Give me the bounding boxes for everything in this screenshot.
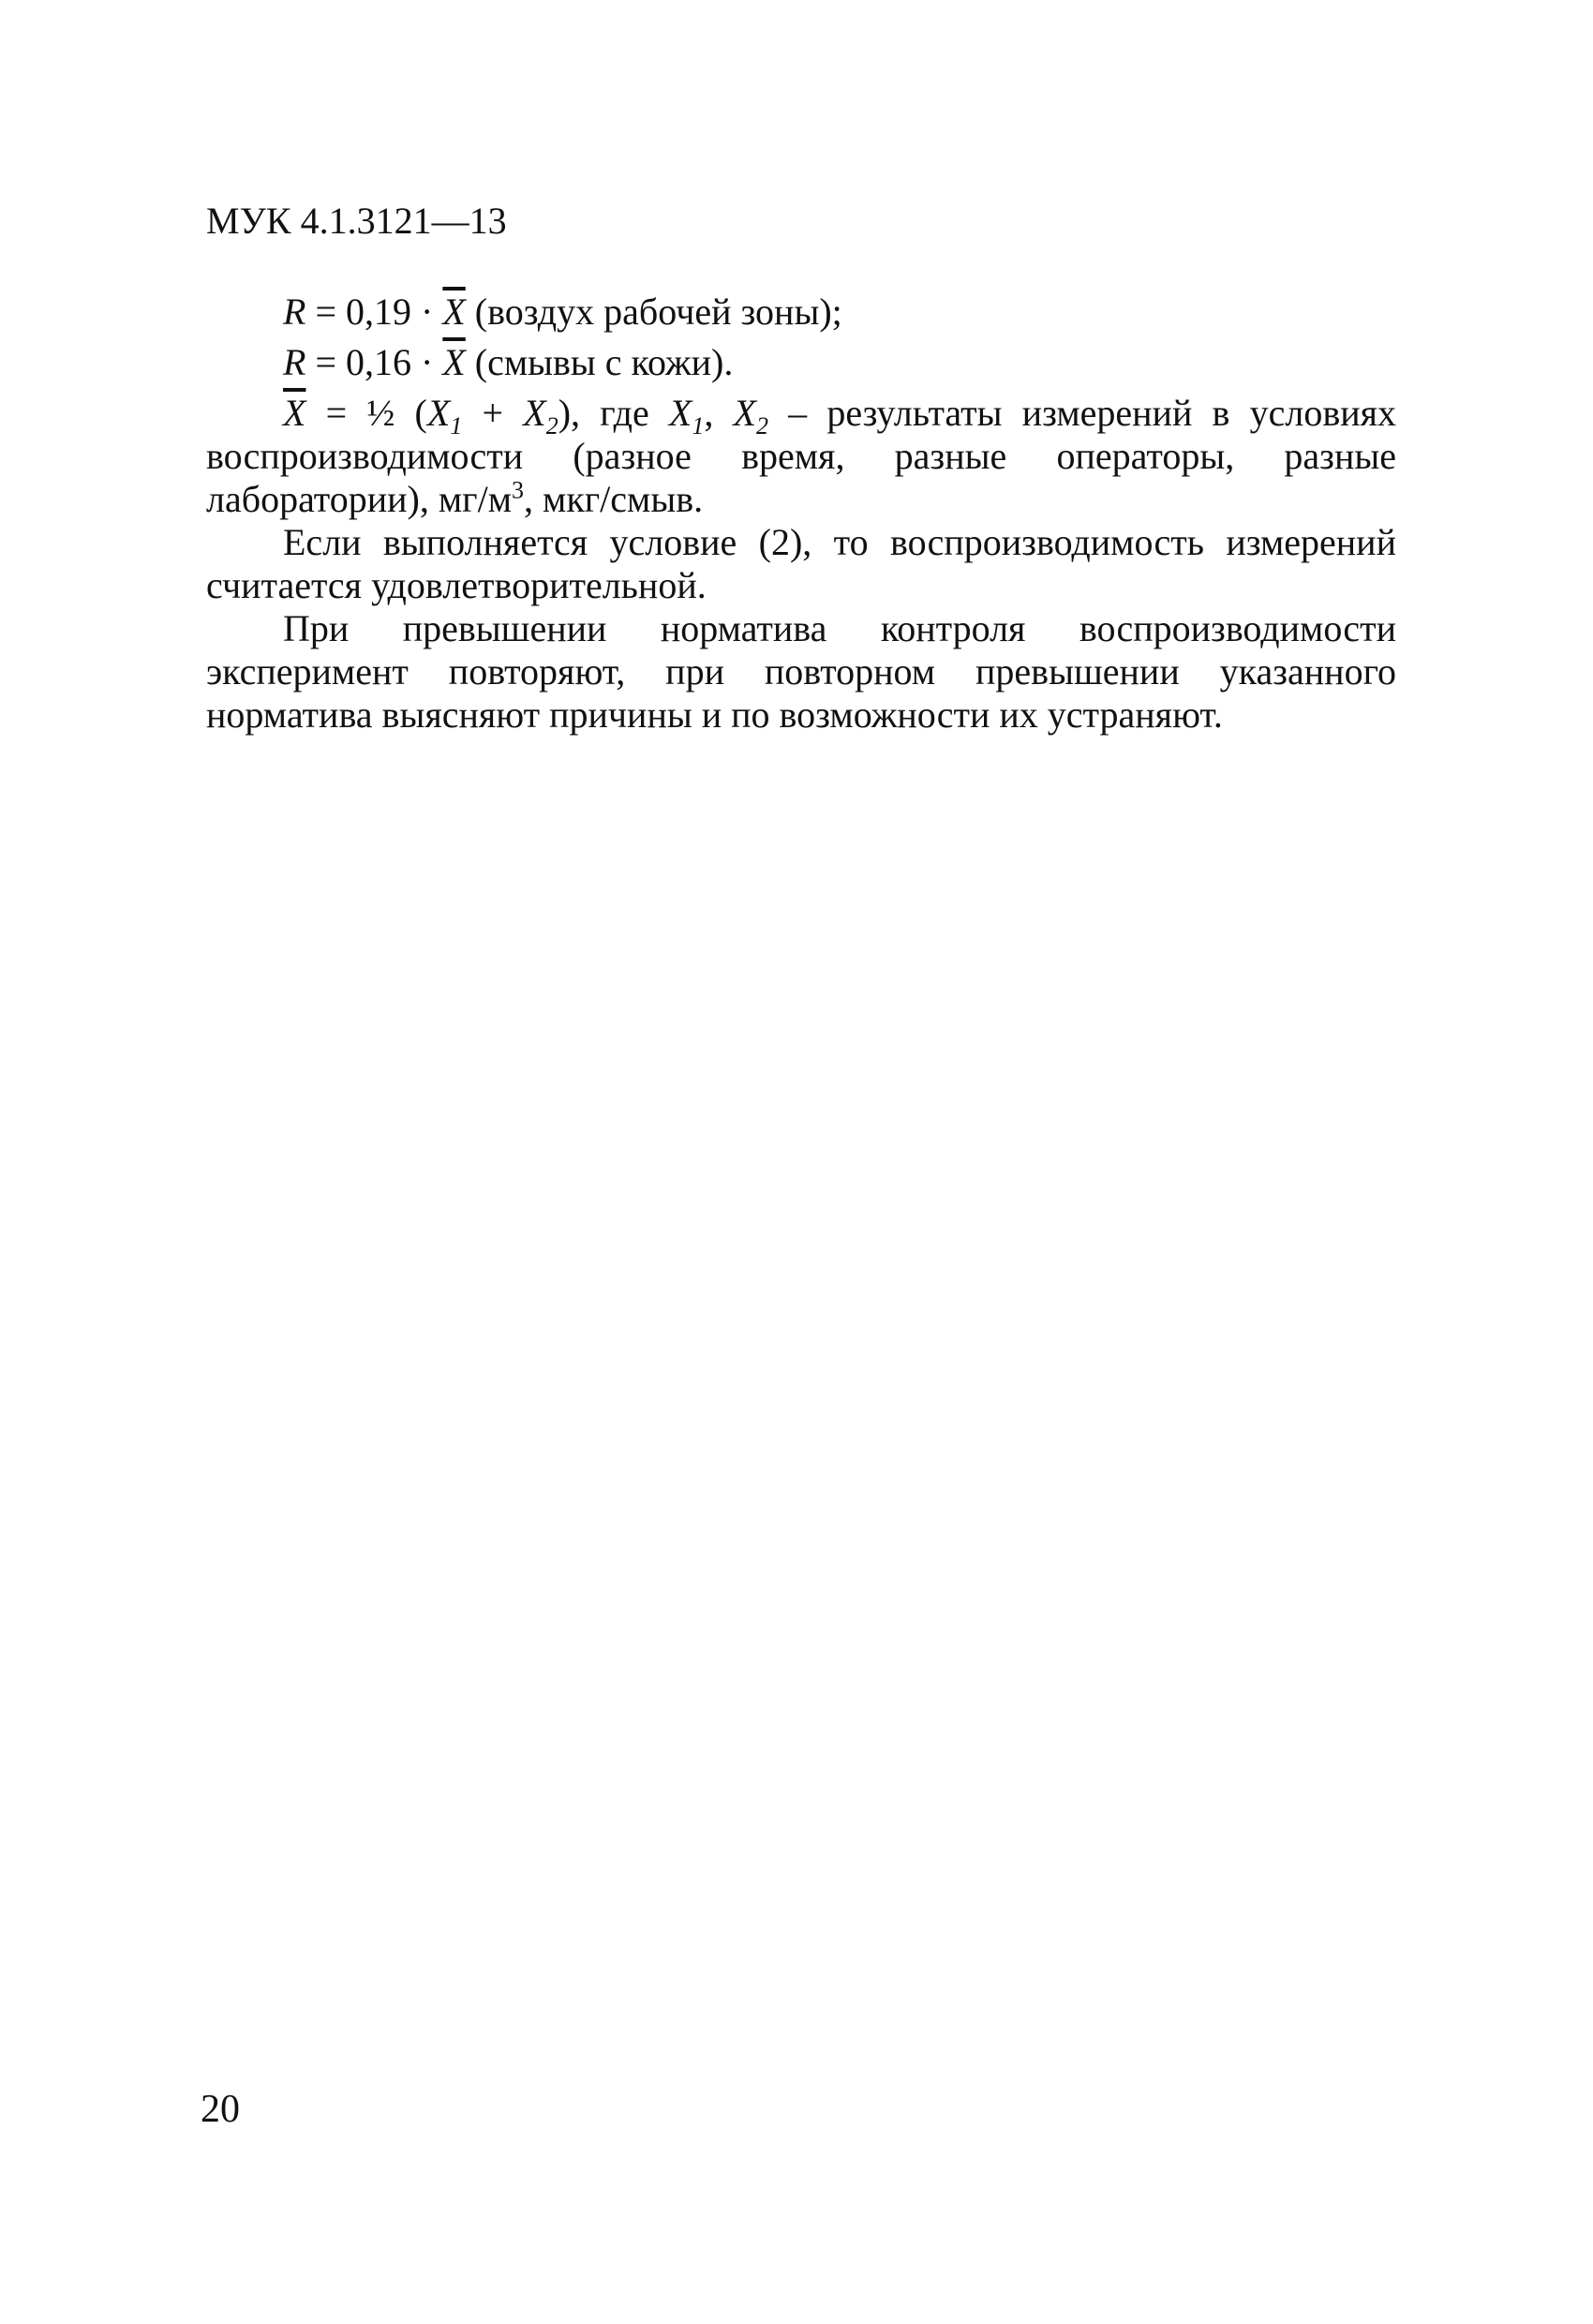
formula-lhs: R bbox=[283, 290, 306, 333]
formula-note: (смывы с кожи). bbox=[465, 341, 734, 383]
formula-skin bbox=[206, 337, 1396, 388]
formula-lhs: R bbox=[283, 341, 306, 383]
mean-definition-paragraph bbox=[206, 392, 1396, 521]
x2-symbol-def: X bbox=[733, 392, 756, 434]
formula-air bbox=[206, 287, 1396, 337]
x2-subscript-def: 2 bbox=[755, 412, 768, 439]
x2-symbol: X bbox=[523, 392, 546, 434]
mean-symbol: $\overline{X}$ bbox=[283, 392, 306, 434]
comma: , bbox=[704, 392, 734, 434]
x1-symbol-def: X bbox=[668, 392, 692, 434]
x1-symbol: X bbox=[426, 392, 451, 434]
body-text bbox=[206, 287, 1396, 737]
page-number: 20 bbox=[201, 2088, 240, 2131]
definition-text: – результаты измерений в условиях воспроизводимости (разное время, разные операторы, разные лаборатории), мг/м bbox=[206, 392, 1397, 520]
where-text: ), где bbox=[558, 392, 669, 434]
document-code-header: МУК 4.1.3121—13 bbox=[206, 200, 507, 242]
unit-superscript: 3 bbox=[512, 476, 525, 504]
formula-note: (воздух рабочей зоны); bbox=[465, 290, 842, 333]
formula-coefficient: = 0,16 · bbox=[305, 341, 443, 383]
mean-equals: = ½ ( bbox=[305, 392, 427, 434]
x1-subscript-def: 1 bbox=[692, 412, 705, 439]
plus-sign: + bbox=[462, 392, 524, 434]
definition-units-tail: , мкг/смыв. bbox=[524, 478, 704, 520]
formula-mean-symbol: $\overline{X}$ bbox=[442, 290, 466, 333]
formula-mean-symbol: $\overline{X}$ bbox=[442, 341, 466, 383]
exceedance-paragraph: При превышении норматива контроля воспроизводимости эксперимент повторяют, при повторном превышении указанного норматива выясняют причины и по возможности их устраняют. bbox=[206, 607, 1396, 736]
formula-coefficient: = 0,19 · bbox=[305, 290, 443, 333]
reproducibility-condition-paragraph: Если выполняется условие (2), то воспроизводимость измерений считается удовлетворительной. bbox=[206, 521, 1396, 606]
x2-subscript: 2 bbox=[545, 412, 558, 439]
x1-subscript: 1 bbox=[450, 412, 463, 439]
